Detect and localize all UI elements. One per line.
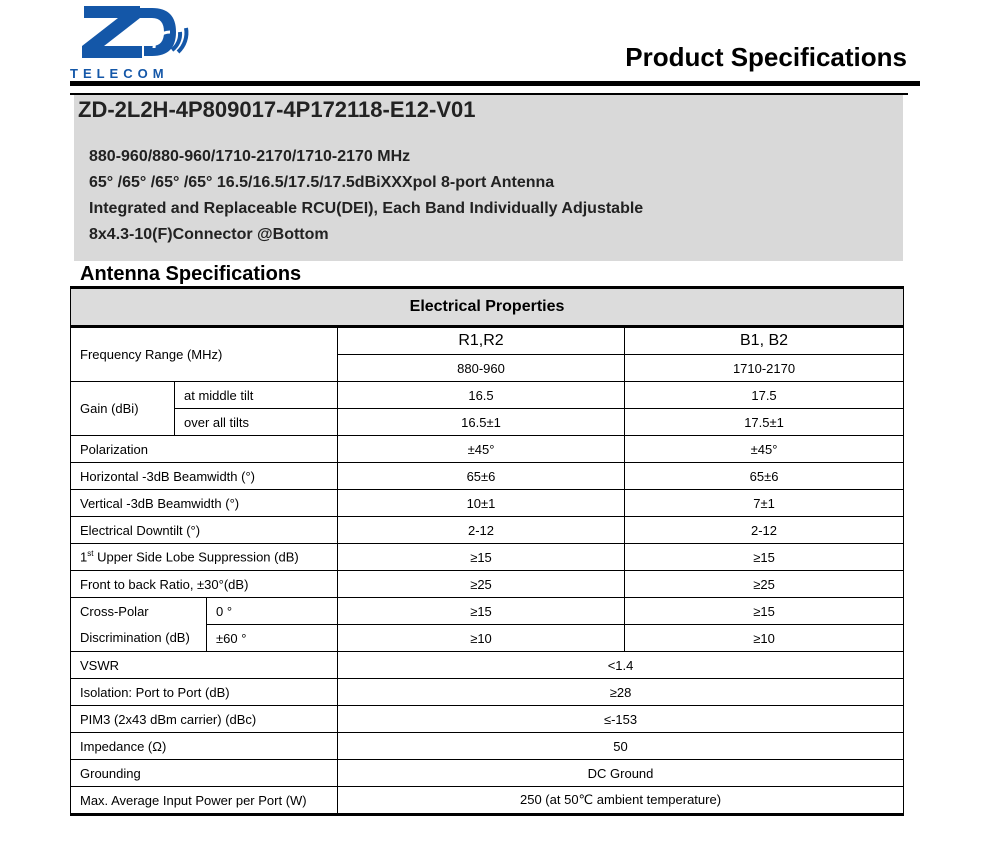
cell-value: 2-12 xyxy=(625,517,904,544)
row-label: Discrimination (dB) xyxy=(71,625,207,652)
table-row xyxy=(71,598,904,625)
cell-value: DC Ground xyxy=(338,760,904,787)
cell-value: 16.5±1 xyxy=(338,409,625,436)
cell-value: ±45° xyxy=(625,436,904,463)
cell-value: ±45° xyxy=(338,436,625,463)
cell-value: 880-960 xyxy=(338,355,625,382)
column-header-r: R1,R2 xyxy=(338,327,625,355)
row-label: PIM3 (2x43 dBm carrier) (dBc) xyxy=(71,706,338,733)
table-row xyxy=(71,517,904,544)
cell-value: ≥25 xyxy=(338,571,625,598)
cell-value: 16.5 xyxy=(338,382,625,409)
sub-label: over all tilts xyxy=(175,409,338,436)
cell-value: 50 xyxy=(338,733,904,760)
column-header-b: B1, B2 xyxy=(625,327,904,355)
cell-value: ≥10 xyxy=(338,625,625,652)
table-row xyxy=(71,760,904,787)
row-label: Frequency Range (MHz) xyxy=(71,327,338,382)
table-row xyxy=(71,733,904,760)
label-superscript: st xyxy=(87,549,94,559)
cell-value: 7±1 xyxy=(625,490,904,517)
table-row xyxy=(71,706,904,733)
row-label: Grounding xyxy=(71,760,338,787)
table-header: Electrical Properties xyxy=(71,288,904,327)
row-label: Horizontal -3dB Beamwidth (°) xyxy=(71,463,338,490)
table-row xyxy=(71,625,904,652)
cell-value: ≥25 xyxy=(625,571,904,598)
table-row xyxy=(71,787,904,815)
table-row xyxy=(71,409,904,436)
zd-logo-icon xyxy=(80,2,190,62)
cell-value: ≥15 xyxy=(625,598,904,625)
label-text: Upper Side Lobe Suppression (dB) xyxy=(93,549,299,565)
label-text: 1 xyxy=(80,549,88,565)
row-label: Polarization xyxy=(71,436,338,463)
row-label: Isolation: Port to Port (dB) xyxy=(71,679,338,706)
cell-value: 65±6 xyxy=(625,463,904,490)
row-label: Impedance (Ω) xyxy=(71,733,338,760)
row-label: Vertical -3dB Beamwidth (°) xyxy=(71,490,338,517)
table-row xyxy=(71,382,904,409)
document-title: Product Specifications xyxy=(625,42,907,72)
cell-value: ≥15 xyxy=(338,598,625,625)
row-label xyxy=(71,544,338,571)
row-label: VSWR xyxy=(71,652,338,679)
row-label: Max. Average Input Power per Port (W) xyxy=(71,787,338,815)
summary-line-rcu: Integrated and Replaceable RCU(DEI), Each Band Individually Adjustable xyxy=(89,200,644,217)
table-row xyxy=(71,327,904,355)
table-header-row xyxy=(71,288,904,327)
summary-line-gain: 65° /65° /65° /65° 16.5/16.5/17.5/17.5dBiXXXpol 8-port Antenna xyxy=(89,174,555,191)
sub-label: 0 ° xyxy=(207,598,338,625)
model-number: ZD-2L2H-4P809017-4P172118-E12-V01 xyxy=(78,97,476,122)
cell-value: ≥10 xyxy=(625,625,904,652)
sub-label: ±60 ° xyxy=(207,625,338,652)
table-row xyxy=(71,436,904,463)
summary-line-frequency: 880-960/880-960/1710-2170/1710-2170 MHz xyxy=(89,148,411,165)
table-row xyxy=(71,463,904,490)
product-summary xyxy=(74,95,903,261)
cell-value: ≥28 xyxy=(338,679,904,706)
cell-value: 250 (at 50℃ ambient temperature) xyxy=(338,787,904,815)
table-row xyxy=(71,571,904,598)
row-label: Gain (dBi) xyxy=(71,382,175,436)
table-row xyxy=(71,544,904,571)
electrical-spec-table xyxy=(70,286,904,816)
header-rule xyxy=(70,81,920,86)
cell-value: 17.5 xyxy=(625,382,904,409)
cell-value: ≤-153 xyxy=(338,706,904,733)
cell-value: 1710-2170 xyxy=(625,355,904,382)
company-logo xyxy=(70,2,200,80)
cell-value: <1.4 xyxy=(338,652,904,679)
row-label: Cross-Polar xyxy=(71,598,207,625)
section-title: Antenna Specifications xyxy=(80,263,302,285)
summary-line-connector: 8x4.3-10(F)Connector @Bottom xyxy=(89,226,329,243)
cell-value: 65±6 xyxy=(338,463,625,490)
cell-value: 17.5±1 xyxy=(625,409,904,436)
company-name: TELECOM xyxy=(70,66,169,81)
row-label: Front to back Ratio, ±30°(dB) xyxy=(71,571,338,598)
cell-value: 2-12 xyxy=(338,517,625,544)
cell-value: 10±1 xyxy=(338,490,625,517)
sub-label: at middle tilt xyxy=(175,382,338,409)
table-row xyxy=(71,679,904,706)
cell-value: ≥15 xyxy=(338,544,625,571)
table-row xyxy=(71,652,904,679)
cell-value: ≥15 xyxy=(625,544,904,571)
row-label: Electrical Downtilt (°) xyxy=(71,517,338,544)
table-row xyxy=(71,490,904,517)
